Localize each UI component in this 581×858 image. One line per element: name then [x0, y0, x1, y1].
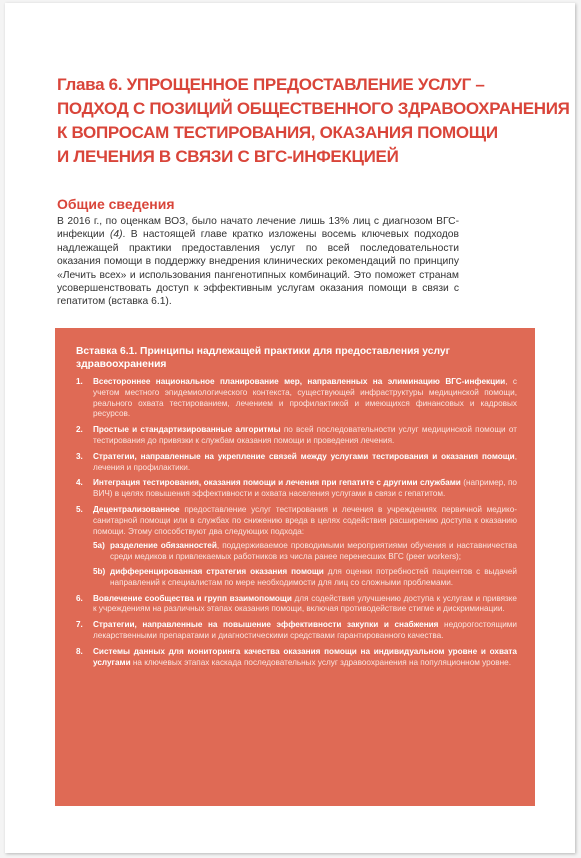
section-heading: Общие сведения [57, 196, 175, 212]
list-number: 8. [76, 646, 83, 656]
list-item: 1. Всестороннее национальное планирование мер, направленных на элиминацию ВГС-инфекции, с учетом местного эпидемиологического контекста, существующей инфраструктуры медицинской помощи, реального охвата тестированием, лечением и профилактикой и имеющихся финансовых и кадровых ресурсов. [76, 377, 517, 419]
box-6-1 [55, 328, 535, 806]
chapter-title-line: К ВОПРОСАМ ТЕСТИРОВАНИЯ, ОКАЗАНИЯ ПОМОЩИ [57, 123, 498, 142]
list-number: 5. [76, 504, 83, 514]
box-title: Вставка 6.1. Принципы надлежащей практики для предоставления услуг здравоохранения [76, 346, 450, 370]
sub-list-item: 5a) разделение обязанностей, поддерживаемое проводимыми мероприятиями обучения и наставничества среди медиков и привлекаемых работников из числа ранее перенесших ВГС (peer workers); [93, 541, 517, 562]
intro-paragraph: В 2016 г., по оценкам ВОЗ, было начато лечение лишь 13% лиц с диагнозом ВГС-инфекции (4). В настоящей главе кратко изложены восемь ключевых подходов надлежащей практики предоставления услуг по всей последовательности оказания помощи в поддержку внедрения клинических рекомендаций по принципу «Лечить всех» и использования пангенотипных комбинаций. Это поможет странам усовершенствовать доступ к эффективным услугам оказания помощи в связи с гепатитом (вставка 6.1). [57, 216, 460, 308]
document-page [5, 3, 575, 853]
list-number: 5a) [93, 541, 105, 551]
chapter-title [57, 73, 570, 169]
list-number: 5b) [93, 566, 106, 576]
list-item: 8. Системы данных для мониторинга качества оказания помощи на индивидуальном уровне и охвата услугами на ключевых этапах каскада последовательных услуг здравоохранения на популяционном уровне. [76, 646, 517, 667]
list-item: 3. Стратегии, направленные на укрепление связей между услугами тестирования и оказания помощи, лечения и профилактики. [76, 451, 517, 472]
list-item: 2. Простые и стандартизированные алгоритмы по всей последовательности услуг медицинской помощи от тестирования до привязки к службам оказания помощи и проведения лечения. [76, 425, 517, 445]
list-number: 2. [76, 425, 83, 435]
sub-list-item: 5b) дифференцированная стратегия оказания помощи для оценки потребностей пациентов с выдачей направлений к специалистам по мере необходимости для лиц со сложными проблемами. [93, 566, 517, 587]
chapter-title-line: ПОДХОД С ПОЗИЦИЙ ОБЩЕСТВЕННОГО ЗДРАВООХРАНЕНИЯ [57, 99, 570, 118]
list-item: 4. Интеграция тестирования, оказания помощи и лечения при гепатите с другими службами (например, по ВИЧ) в целях повышения эффективности и охвата населения услугами в связи с гепатитом. [76, 478, 517, 499]
chapter-title-line: Глава 6. УПРОЩЕННОЕ ПРЕДОСТАВЛЕНИЕ УСЛУГ – [57, 75, 485, 94]
list-number: 7. [76, 620, 83, 630]
list-number: 3. [76, 451, 83, 461]
list-number: 6. [76, 593, 83, 603]
list-item: 7. Стратегии, направленные на повышение эффективности закупки и снабжения недорогостоящими лекарственными препаратами и диагностическими средствами гарантированного качества. [76, 620, 517, 640]
chapter-title-line: И ЛЕЧЕНИЯ В СВЯЗИ С ВГС-ИНФЕКЦИЕЙ [57, 147, 399, 166]
citation-ref: (4) [109, 229, 123, 241]
list-number: 1. [76, 377, 83, 386]
list-item: 6. Вовлечение сообщества и групп взаимопомощи для содействия улучшению доступа к услугам и привязке к учреждениям на различных этапах оказания помощи, включая противодействие стигме и дискриминации. [76, 593, 517, 614]
list-item: 5. Децентрализованное предоставление услуг тестирования и лечения в учреждениях первичной медико-санитарной помощи или в службах по снижению вреда в целях содействия расширению доступа к оказанию помощи. Этому способствуют два следующих подхода: 5a) разделение обязанностей, поддерживаемое проводимыми мероприятиями обучения и наставничества среди медиков и привлекаемых работников из числа ранее перенесших ВГС (peer workers); 5b) дифференцированная стратегия оказания помощи для оценки потребностей пациентов с выдачей направлений к специалистам по мере необходимости для лиц со сложными проблемами. [76, 504, 517, 587]
list-number: 4. [76, 478, 83, 488]
